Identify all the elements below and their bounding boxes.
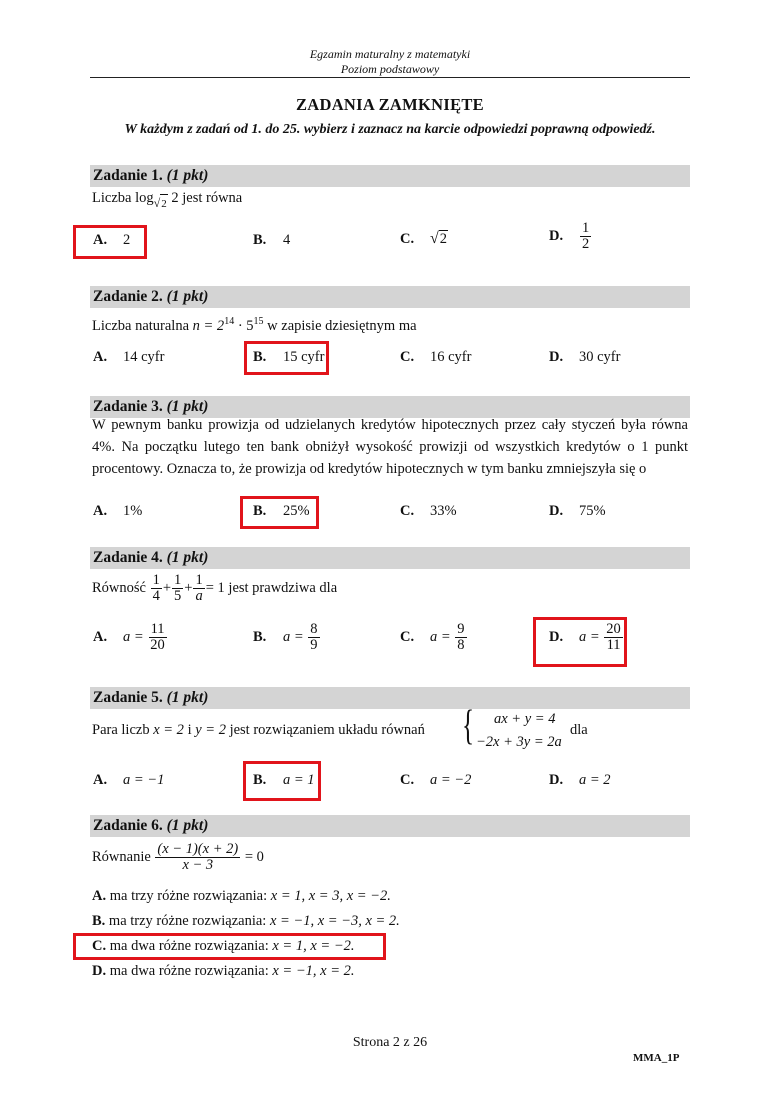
task-2-label: Zadanie 2.	[93, 288, 163, 305]
task-1-header	[90, 165, 690, 187]
header-level: Poziom podstawowy	[340, 62, 440, 76]
task-2-option-a[interactable]: A. 14 cyfr	[93, 349, 165, 365]
task-1-log-base: √2	[154, 198, 168, 210]
task-2-option-b[interactable]: B. 15 cyfr	[253, 349, 325, 365]
task-5-text-end: dla	[570, 722, 588, 738]
task-5-question: Para liczb x = 2 i y = 2 jest rozwiązaniem układu równań	[92, 722, 425, 738]
task-1-answer-highlight	[73, 225, 147, 259]
task-6-option-d[interactable]: D. ma dwa różne rozwiązania: x = −1, x = 2.	[92, 963, 355, 979]
task-1-log-arg: 2	[171, 190, 179, 206]
task-3-label: Zadanie 3.	[93, 398, 163, 415]
expr-n: n = 2	[192, 317, 225, 334]
task-6-header	[90, 815, 690, 837]
task-4-question: Równość $\frac{1}{4}$ + $\frac{1}{5}$ + $\frac{1}{a}$ = 1 jest prawdziwa dla	[92, 571, 338, 605]
task-3-option-c[interactable]: C. 33%	[400, 503, 457, 519]
task-1-text-end: jest równa	[182, 190, 243, 206]
section-title: ZADANIA ZAMKNIĘTE	[295, 95, 484, 114]
fraction: $\frac{1}{5}$	[174, 571, 182, 605]
task-5-option-c[interactable]: C. a = −2	[400, 772, 472, 788]
task-6-option-c[interactable]: C. ma dwa różne rozwiązania: x = 1, x = −2.	[92, 938, 355, 954]
fraction: $\frac{1}{4}$	[152, 571, 160, 605]
task-2-header	[90, 286, 690, 308]
task-2-option-c[interactable]: C. 16 cyfr	[400, 349, 472, 365]
task-3-option-d[interactable]: D. 75%	[549, 503, 606, 519]
task-4-option-a[interactable]: A. a = $\frac{11}{20}$	[93, 621, 165, 654]
task-4-header	[90, 547, 690, 569]
task-5-equation-2: −2x + 3y = 2a	[476, 734, 562, 750]
fraction: $\frac{20}{11}$	[606, 621, 621, 654]
task-5-equation-1: ax + y = 4	[494, 711, 556, 727]
fraction: $\frac{1}{2}$	[582, 220, 590, 253]
task-4-option-d[interactable]: D. a = $\frac{20}{11}$	[549, 621, 621, 654]
sqrt-symbol: √2	[430, 230, 447, 247]
fraction: $\frac{1}{a}$	[195, 571, 203, 605]
task-4-option-b[interactable]: B. a = $\frac{8}{9}$	[253, 621, 318, 654]
page-number: Strona 2 z 26	[352, 1035, 428, 1050]
task-5-header	[90, 687, 690, 709]
task-2-points: (1 pkt)	[166, 288, 209, 305]
task-2-option-d[interactable]: D. 30 cyfr	[549, 349, 621, 365]
system-brace: {	[462, 703, 475, 749]
task-1-text-start: Liczba log	[92, 190, 154, 206]
task-3-option-a[interactable]: A. 1%	[93, 503, 143, 519]
task-1-option-c[interactable]: C. √2	[400, 230, 447, 247]
fraction: $\frac{11}{20}$	[150, 621, 165, 654]
task-3-option-b[interactable]: B. 25%	[253, 503, 310, 519]
task-2-answer-highlight	[244, 341, 329, 375]
task-5-points: (1 pkt)	[166, 689, 209, 706]
task-6-points: (1 pkt)	[166, 817, 209, 834]
task-3-question: W pewnym banku prowizja od udzielanych kredytów hipotecznych przez cały styczeń była równa 4%. Na początku lutego ten bank obniżył wysokość prowizji od wszystkich kredytów o 1 punkt procentowy. Oznacza to, że prowizja od kredytów hipotecznych w tym banku zmniejszyła się o	[92, 417, 688, 477]
task-1-option-d[interactable]: D. $\frac{1}{2}$	[549, 220, 590, 253]
task-5-answer-highlight	[243, 761, 321, 801]
fraction: $\frac{(x - 1)(x + 2)}{x - 3}$	[157, 840, 239, 874]
task-5-option-a[interactable]: A. a = −1	[93, 772, 165, 788]
task-4-label: Zadanie 4.	[93, 549, 163, 566]
task-1-option-b[interactable]: B. 4	[253, 232, 291, 248]
task-6-option-b[interactable]: B. ma trzy różne rozwiązania: x = −1, x = −3, x = 2.	[92, 913, 400, 929]
task-5-label: Zadanie 5.	[93, 689, 163, 706]
task-6-question: Równanie $\frac{(x - 1)(x + 2)}{x - 3}$ = 0	[92, 840, 264, 874]
task-3-answer-highlight	[240, 496, 319, 529]
task-5-option-b[interactable]: B. a = 1	[253, 772, 315, 788]
task-4-option-c[interactable]: C. a = $\frac{9}{8}$	[400, 621, 465, 654]
task-6-option-a[interactable]: A. ma trzy różne rozwiązania: x = 1, x = 3, x = −2.	[92, 888, 391, 904]
header-divider	[90, 77, 690, 78]
task-1-question	[92, 189, 242, 208]
task-1-label: Zadanie 1.	[93, 167, 163, 184]
exam-code: MMA_1P	[633, 1052, 680, 1064]
header-exam-name: Egzamin maturalny z matematyki	[309, 47, 471, 61]
fraction: $\frac{9}{8}$	[457, 621, 465, 654]
task-5-option-d[interactable]: D. a = 2	[549, 772, 611, 788]
task-6-label: Zadanie 6.	[93, 817, 163, 834]
task-1-points: (1 pkt)	[166, 167, 209, 184]
task-4-answer-highlight	[533, 617, 627, 667]
task-4-points: (1 pkt)	[166, 549, 209, 566]
section-instruction: W każdym z zadań od 1. do 25. wybierz i zaznacz na karcie odpowiedzi poprawną odpowiedź.	[124, 122, 656, 137]
task-6-answer-highlight	[73, 933, 386, 960]
fraction: $\frac{8}{9}$	[310, 621, 318, 654]
task-3-points: (1 pkt)	[166, 398, 209, 415]
task-1-option-a[interactable]: A. 2	[93, 232, 131, 248]
task-2-question: Liczba naturalna $n = 2^{14} \cdot 5^{15}$ w zapisie dziesiętnym ma	[92, 316, 417, 334]
